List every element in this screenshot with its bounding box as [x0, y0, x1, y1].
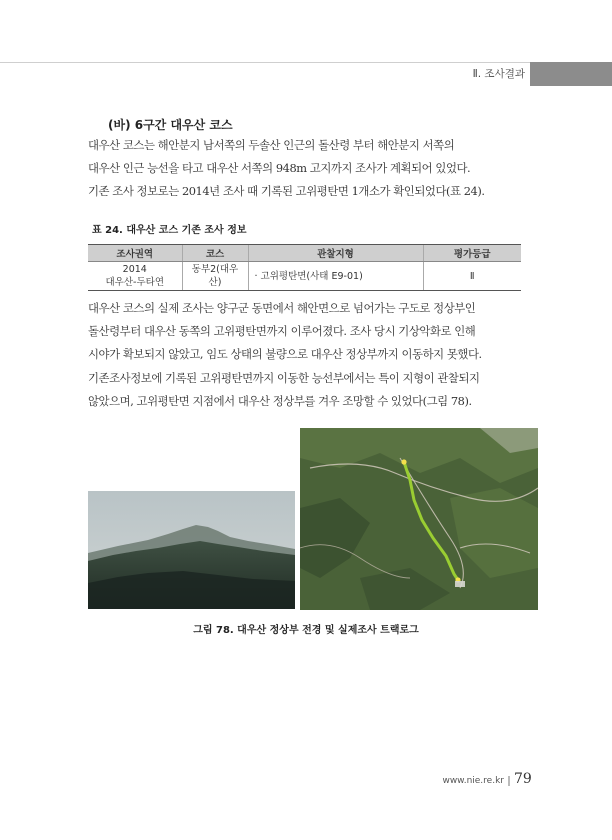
footer-url: www.nie.re.kr — [442, 776, 504, 786]
summit-view-photo — [88, 491, 295, 609]
cell-grade: Ⅱ — [423, 262, 521, 291]
figure-caption: 그림 78. 대우산 정상부 전경 및 실제조사 트랙로그 — [193, 625, 419, 636]
text-line: 기존 조사 정보로는 2014년 조사 때 기록된 고위평탄면 1개소가 확인되었다(표 24). — [88, 184, 485, 199]
survey-info-table — [88, 244, 521, 291]
cell-year: 2014 — [122, 264, 147, 275]
header-landform: 관찰지형 — [248, 245, 423, 262]
paragraph-actual-survey — [88, 297, 524, 413]
text-line: 않았으며, 고위평탄면 지점에서 대우산 정상부를 겨우 조망할 수 있었다(그림 78). — [88, 393, 472, 408]
chapter-tab — [530, 62, 612, 86]
text-line: 시야가 확보되지 않았고, 임도 상태의 불량으로 대우산 정상부까지 이동하지 못했다. — [88, 347, 482, 362]
cell-area — [88, 262, 182, 291]
cell-area-name: 대우산-두타연 — [105, 277, 164, 288]
header-course: 코스 — [182, 245, 248, 262]
tracklog-map-image — [300, 428, 538, 610]
table-header-row — [88, 245, 521, 262]
header-rule — [0, 62, 530, 63]
summit-view-image — [88, 491, 295, 609]
cell-landform: · 고위평탄면(사태 E9-01) — [248, 262, 423, 291]
text-line: 대우산 코스는 해안분지 남서쪽의 두솔산 인근의 돌산령 부터 해안분지 서쪽의 — [88, 138, 455, 152]
page-number: 79 — [514, 771, 532, 787]
footer-divider — [508, 776, 510, 786]
section-title: (바) 6구간 대우산 코스 — [108, 118, 233, 132]
header-grade: 평가등급 — [423, 245, 521, 262]
paragraph-course-plan — [88, 134, 524, 204]
table-row — [88, 262, 521, 291]
tracklog-satellite-map — [300, 428, 538, 610]
text-line: 대우산 인근 능선을 타고 대우산 서쪽의 948m 고지까지 조사가 계획되어 있었다. — [88, 161, 471, 176]
chapter-label: Ⅱ. 조사결과 — [472, 68, 525, 80]
table-caption: 표 24. 대우산 코스 기존 조사 정보 — [92, 225, 247, 236]
cell-course: 동부2(대우산) — [182, 262, 248, 291]
text-line: 기존조사정보에 기록된 고위평탄면까지 이동한 능선부에서는 특이 지형이 관찰되지 — [88, 370, 480, 385]
text-line: 대우산 코스의 실제 조사는 양구군 동면에서 해안면으로 넘어가는 구도로 정상부인 — [88, 301, 476, 315]
header-area: 조사권역 — [88, 245, 182, 262]
text-line: 돌산령부터 대우산 동쪽의 고위평탄면까지 이루어졌다. 조사 당시 기상악화로 인해 — [88, 324, 476, 339]
